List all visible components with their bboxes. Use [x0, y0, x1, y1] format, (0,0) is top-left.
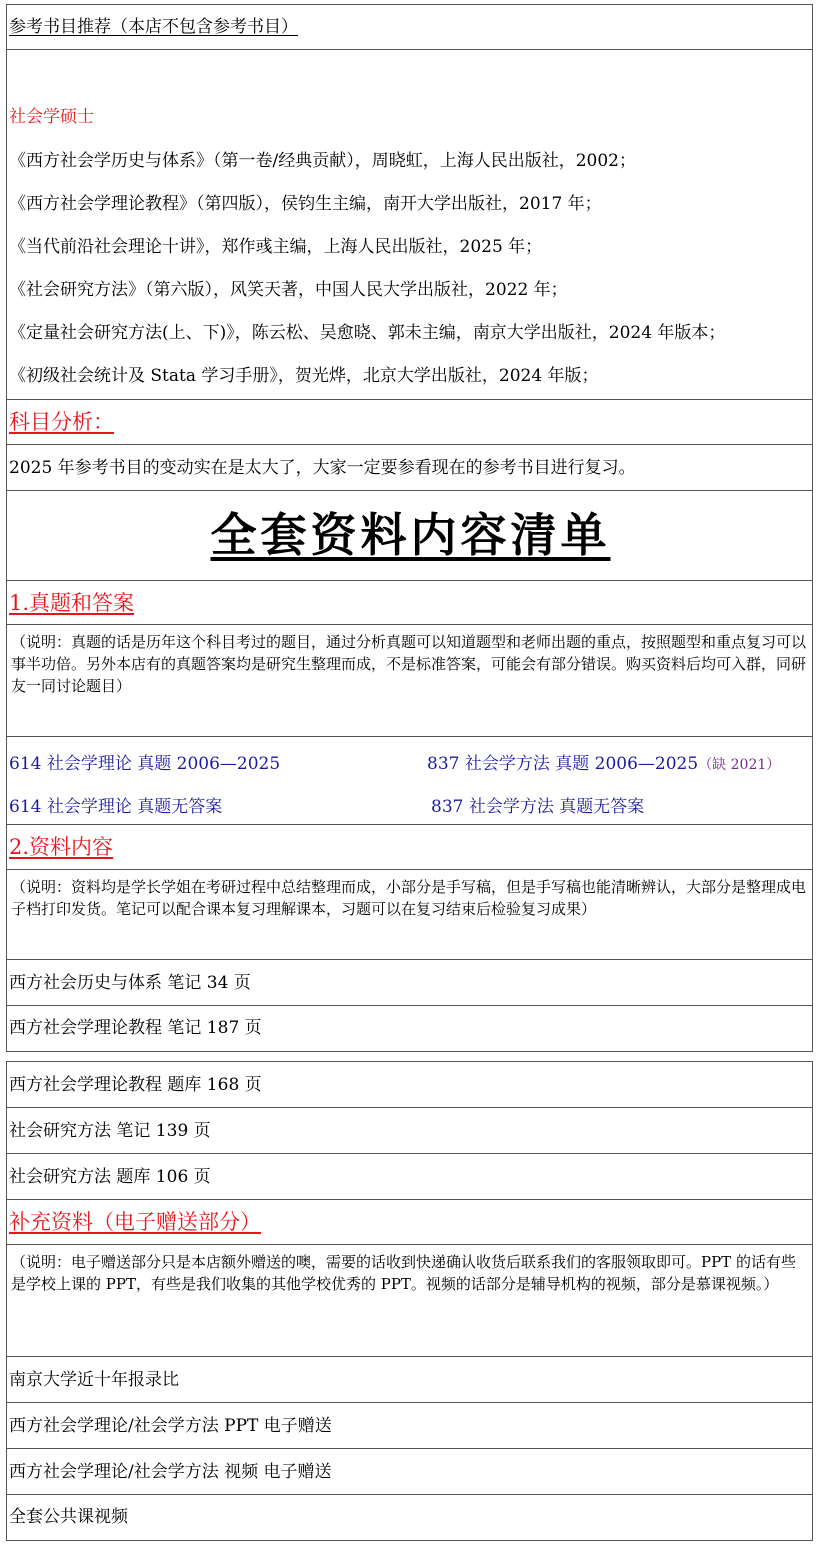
analysis-title: 科目分析：	[9, 410, 114, 434]
header-row	[7, 5, 812, 50]
book-list	[9, 140, 725, 400]
major-label: 社会学硕士	[9, 107, 94, 127]
main-title-row	[7, 491, 812, 581]
list-item	[7, 1357, 812, 1403]
section2-title-row	[7, 825, 812, 870]
section2-note-row	[7, 870, 812, 960]
supplement-title-row	[7, 1200, 812, 1245]
section1-title-row	[7, 581, 812, 625]
main-title: 全套资料内容清单	[210, 508, 611, 562]
books-row	[7, 50, 812, 400]
header-title: 参考书目推荐（本店不包含参考书目）	[9, 17, 298, 37]
list-item	[7, 1154, 812, 1200]
book-item: 《初级社会统计及 Stata 学习手册》，贺光烨，北京大学出版社，2024 年版；	[9, 366, 599, 386]
book-item: 《西方社会学历史与体系》（第一卷/经典贡献），周晓虹，上海人民出版社，2002；	[9, 151, 636, 171]
list-item	[7, 960, 812, 1006]
exam-614-with-answers: 614 社会学理论 真题 2006—2025	[9, 754, 281, 774]
analysis-text-row	[7, 445, 812, 491]
book-item: 《当代前沿社会理论十讲》，郑作彧主编，上海人民出版社，2025 年；	[9, 237, 543, 257]
list-item	[7, 1449, 812, 1495]
list-item	[7, 1006, 812, 1051]
book-item: 《西方社会学理论教程》（第四版），侯钧生主编，南开大学出版社，2017 年；	[9, 194, 602, 214]
section1-title: 1.真题和答案	[9, 591, 135, 615]
analysis-text: 2025 年参考书目的变动实在是太大了，大家一定要参看现在的参考书目进行复习。	[9, 458, 636, 478]
list-item	[7, 1495, 812, 1540]
exam-row	[7, 737, 812, 825]
list-item	[7, 1108, 812, 1154]
material-item: 西方社会学理论教程 笔记 187 页	[9, 1018, 262, 1038]
supplement-title: 补充资料（电子赠送部分）	[9, 1210, 261, 1234]
supplement-note-row	[7, 1245, 812, 1357]
exam-837-missing-year: （缺 2021）	[698, 757, 781, 773]
material-item: 西方社会学理论教程 题库 168 页	[9, 1075, 262, 1095]
exam-837-no-answers: 837 社会学方法 真题无答案	[431, 797, 645, 817]
materials-table-bottom	[6, 1061, 813, 1541]
analysis-title-row	[7, 400, 812, 445]
section1-note-row	[7, 625, 812, 737]
supplement-note: （说明：电子赠送部分只是本店额外赠送的噢，需要的话收到快递确认收货后联系我们的客服领取即可。PPT 的话有些是学校上课的 PPT，有些是我们收集的其他学校优秀的 PPT。视频的话部分是辅导机构的视频，部分是慕课视频。）	[11, 1253, 796, 1293]
exam-837-with-answers	[427, 749, 780, 774]
supplement-item: 全套公共课视频	[9, 1507, 128, 1527]
section2-note: （说明：资料均是学长学姐在考研过程中总结整理而成，小部分是手写稿，但是手写稿也能清晰辨认，大部分是整理成电子档打印发货。笔记可以配合课本复习理解课本，习题可以在复习结束后检验复习成果）	[11, 878, 807, 918]
material-item: 社会研究方法 题库 106 页	[9, 1167, 211, 1187]
book-item: 《社会研究方法》（第六版），风笑天著，中国人民大学出版社，2022 年；	[9, 280, 568, 300]
supplement-item: 西方社会学理论/社会学方法 PPT 电子赠送	[9, 1416, 332, 1436]
book-item: 《定量社会研究方法(上、下)》，陈云松、吴愈晓、郭未主编，南京大学出版社，2024 年版本；	[9, 323, 726, 343]
supplement-item: 西方社会学理论/社会学方法 视频 电子赠送	[9, 1462, 332, 1482]
exam-614-no-answers: 614 社会学理论 真题无答案	[9, 797, 223, 817]
section1-note: （说明：真题的话是历年这个科目考过的题目，通过分析真题可以知道题型和老师出题的重点，按照题型和重点复习可以事半功倍。另外本店有的真题答案均是研究生整理而成，不是标准答案，可能会有部分错误。购买资料后均可入群，同研友一同讨论题目）	[11, 633, 807, 695]
list-item	[7, 1403, 812, 1449]
list-item	[7, 1062, 812, 1108]
material-item: 社会研究方法 笔记 139 页	[9, 1121, 211, 1141]
material-item: 西方社会历史与体系 笔记 34 页	[9, 973, 251, 993]
section2-title: 2.资料内容	[9, 835, 114, 859]
materials-table-top	[6, 4, 813, 1052]
supplement-item: 南京大学近十年报录比	[9, 1370, 179, 1390]
exam-837-label: 837 社会学方法 真题 2006—2025	[427, 754, 699, 774]
